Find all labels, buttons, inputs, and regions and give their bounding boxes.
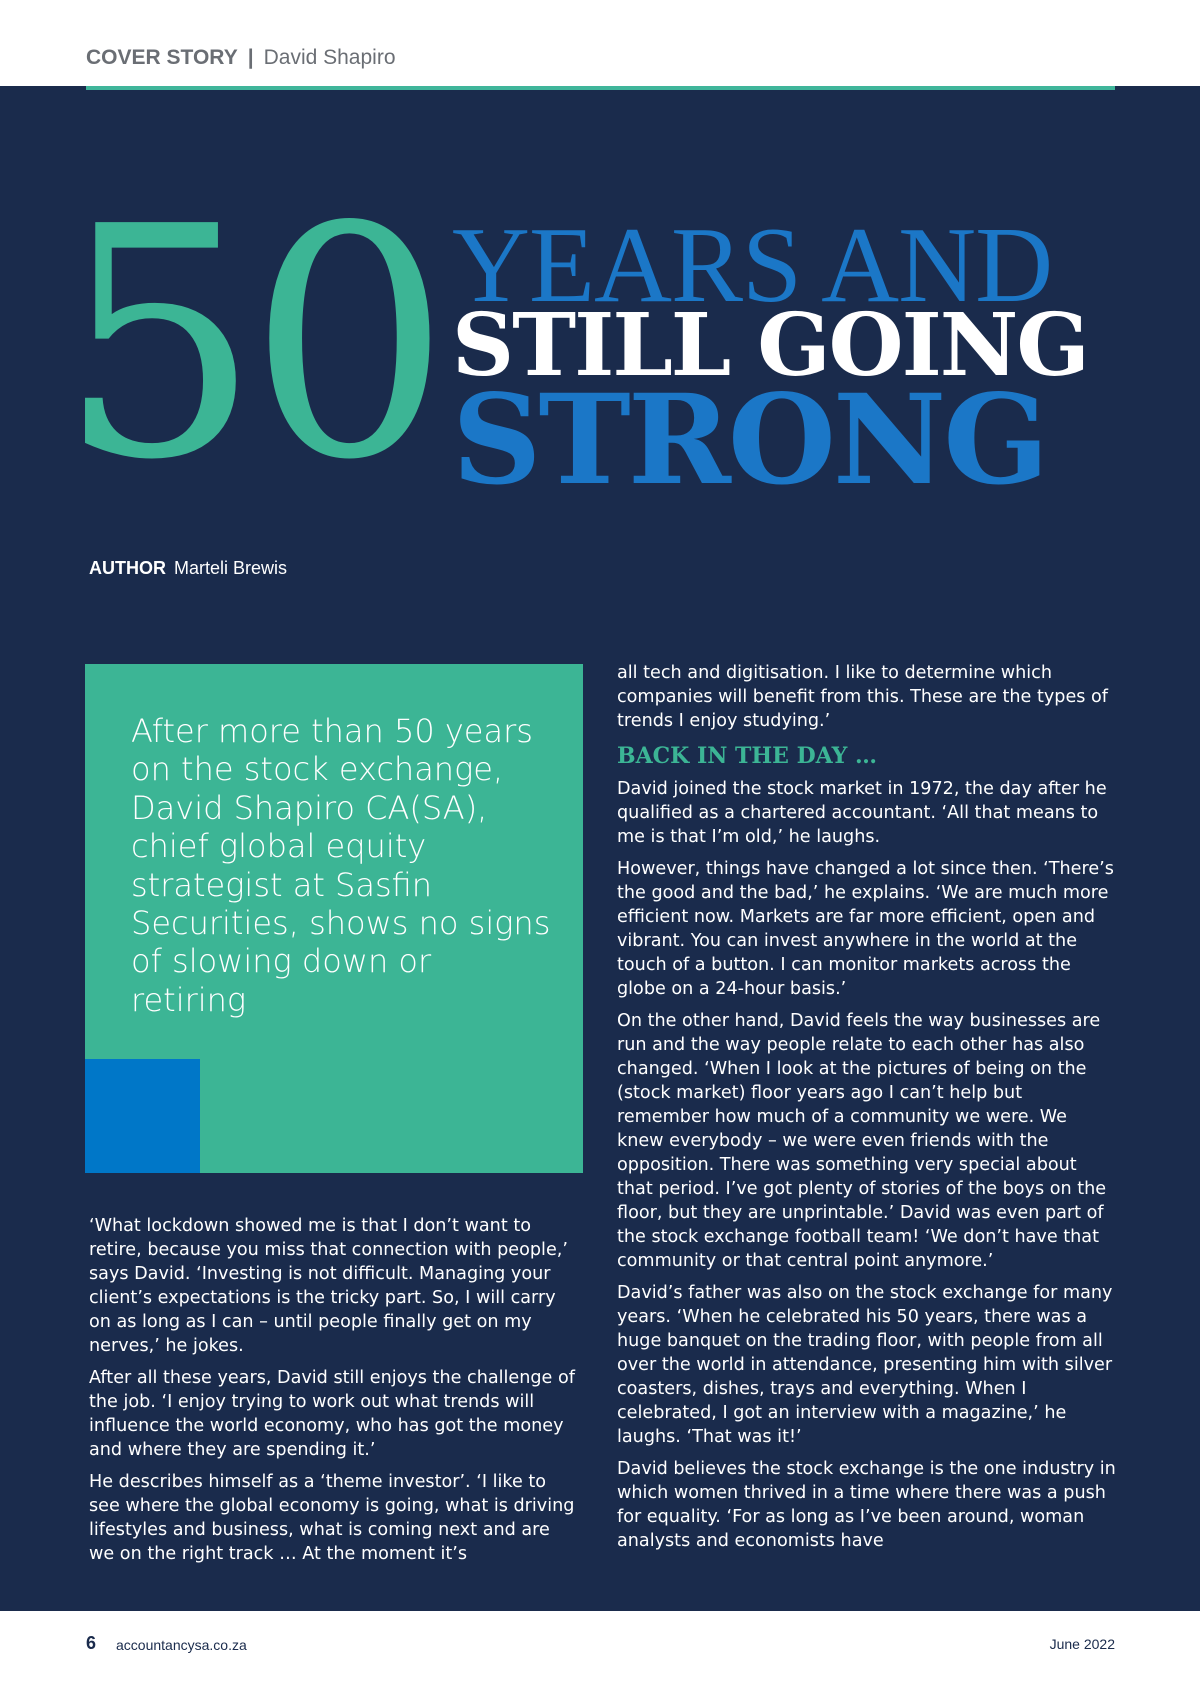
author-name: Marteli Brewis [174,558,288,578]
headline-line-1: YEARS AND [452,206,1053,325]
author-byline [89,558,287,579]
body-paragraph: After all these years, David still enjoys the challenge of the job. ‘I enjoy trying to work out what trends will influence the world economy, who has got the money and where they are spending it.’ [89,1368,575,1460]
left-column [89,1214,579,1574]
decorative-square [85,1059,200,1173]
right-column [617,661,1117,1561]
section-name: COVER STORY [86,46,238,69]
pull-quote-box [85,664,583,1173]
body-paragraph: David joined the stock market in 1972, the day after he qualified as a chartered accountant. ‘All that means to me is that I’m old,’ he laughs. [617,779,1107,847]
headline-line-2: STILL GOING [452,295,1088,396]
body-paragraph: However, things have changed a lot since then. ‘There’s the good and the bad,’ he explains. ‘We are much more efficient now. Markets are far more efficient, open and vibrant. You can invest anywhere in the world at the touch of a button. I can monitor markets across the globe on a 24-hour basis.’ [617,859,1114,999]
page-number: 6 [86,1633,97,1653]
body-paragraph: all tech and digitisation. I like to determine which companies will benefit from this. These are the types of trends I enjoy studying.’ [617,663,1108,731]
headline-number: 50 [58,159,439,529]
pull-quote: After more than 50 years on the stock exchange, David Shapiro CA(SA), chief global equity strategist at Sasfin Securities, shows no signs of slowing down or retiring [131,712,551,1019]
section-label [86,46,396,70]
author-label: AUTHOR [89,558,166,578]
header-rule [86,86,1115,90]
section-subject: David Shapiro [263,46,396,69]
body-paragraph: He describes himself as a ‘theme investor’. ‘I like to see where the global economy is going, what is driving lifestyles and business, what is coming next and are we on the right track … At the moment it’s [89,1472,575,1564]
body-paragraph: On the other hand, David feels the way businesses are run and the way people relate to each other has also changed. ‘When I look at the pictures of being on the (stock market) floor years ago I can’t help but remember how much of a community we were. We knew everybody – we were even friends with the opposition. There was something very special about that period. I’ve got plenty of stories of the boys on the floor, but they are unprintable.’ David was even part of the stock exchange football team! ‘We don’t have that community or that central point anymore.’ [617,1011,1107,1271]
section-subheading: BACK IN THE DAY … [617,743,878,769]
headline-line-3: STRONG [452,368,1047,513]
footer-date: June 2022 [1049,1636,1115,1652]
body-paragraph: ‘What lockdown showed me is that I don’t want to retire, because you miss that connection with people,’ says David. ‘Investing is not difficult. Managing your client’s expectations is the tricky part. So, I will carry on as long as I can – until people finally get on my nerves,’ he jokes. [89,1216,568,1356]
body-paragraph: David believes the stock exchange is the one industry in which women thrived in a time where there was a push for equality. ‘For as long as I’ve been around, woman analysts and economists have [617,1459,1116,1551]
footer-website: accountancysa.co.za [116,1637,247,1653]
top-bar [0,0,1200,86]
section-separator: | [247,46,254,69]
body-paragraph: David’s father was also on the stock exchange for many years. ‘When he celebrated his 50 years, there was a huge banquet on the trading floor, with people from all over the world in attendance, presenting him with silver coasters, dishes, trays and everything. When I celebrated, I got an interview with a magazine,’ he laughs. ‘That was it!’ [617,1283,1113,1447]
